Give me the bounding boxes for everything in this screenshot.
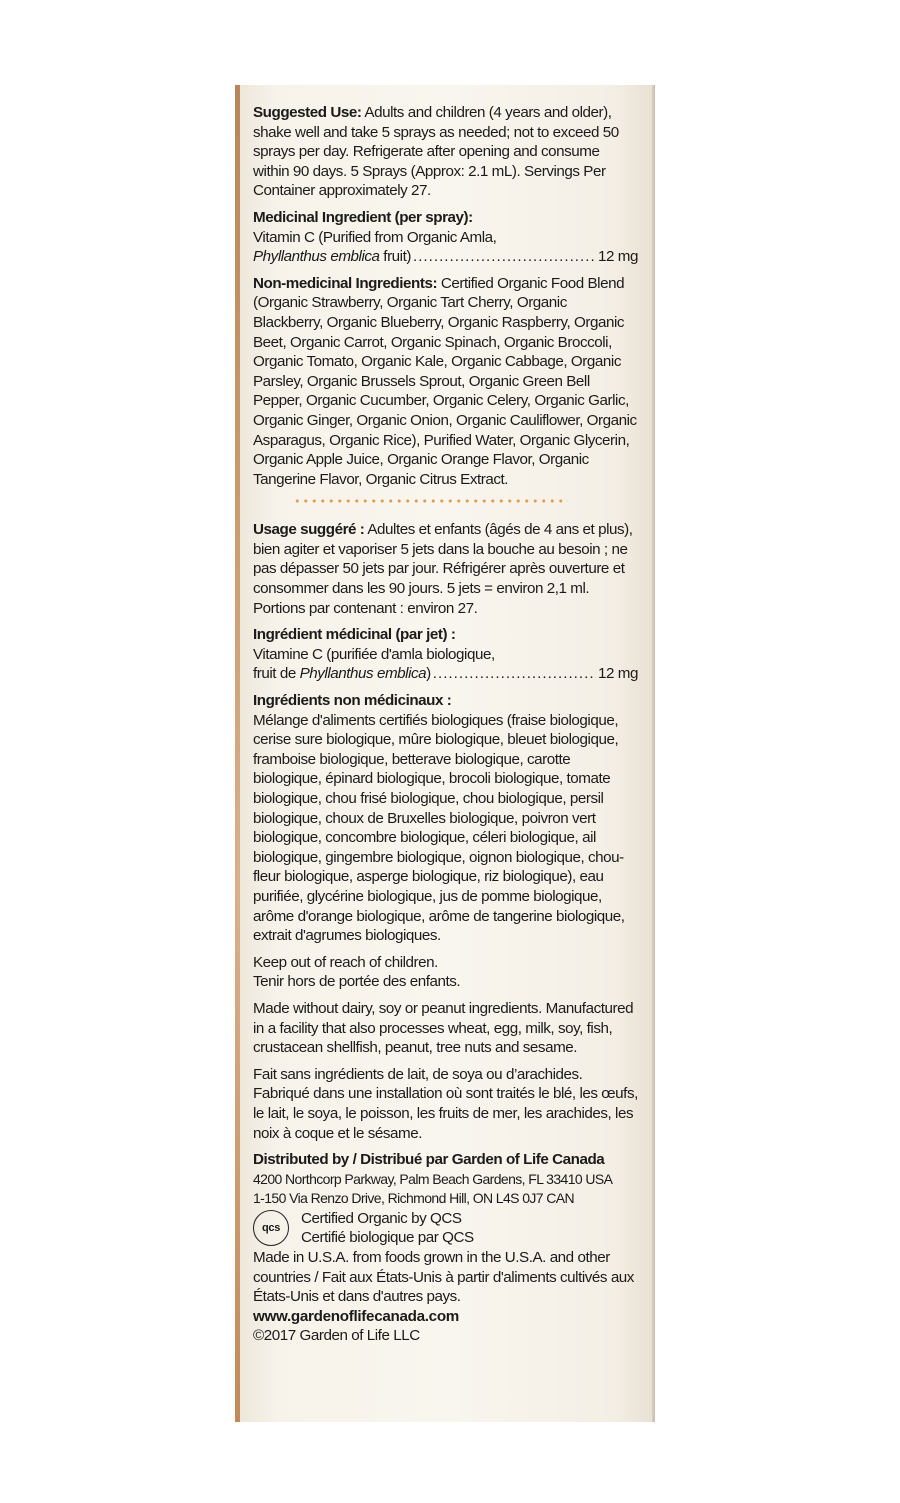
distributor-label: Distributed by / Distribué par Garden of Life Canada xyxy=(253,1151,605,1169)
usage-text-fr: Adultes et enfants (âgés de 4 ans et plus), bien agiter et vaporiser 5 jets dans la bouche au besoin ; ne pas dépasser 50 jets par jour. Réfrigérer après ouverture et consommer dans les 90 jours. 5 jets = environ 2,1 ml. Portions par contenant : environ 27. xyxy=(253,521,633,617)
nonmedicinal-ingredients-en xyxy=(253,274,638,490)
panel-right-edge xyxy=(652,85,655,1422)
warning-block xyxy=(253,953,638,992)
certification-fr: Certifié biologique par QCS xyxy=(301,1229,474,1247)
medicinal-ingredient-label: Medicinal Ingredient (per spray): xyxy=(253,208,473,226)
nonmedicinal-text-fr: Mélange d'aliments certifiés biologiques (fraise biologique, cerise sure biologique, mûre biologique, bleuet biologique, framboise biologique, betterave biologique, carotte biologique, épinard biologique, brocoli biologique, tomate biologique, chou frisé biologique, chou biologique, persil biologique, choux de Bruxelles biologique, poivron vert biologique, concombre biologique, céleri biologique, ail biologique, gingembre biologique, oignon biologique, chou-fleur biologique, asperge biologique, riz biologique), eau purifiée, glycérine biologique, jus de pomme biologique, arôme d'orange biologique, arôme de tangerine biologique, extrait d'agrumes biologiques. xyxy=(253,711,625,945)
allergen-fr: Fait sans ingrédients de lait, de soya ou d’arachides. Fabriqué dans une installation où sont traités le blé, les œufs, le lait, le soya, le poisson, les fruits de mer, les arachides, les noix à coque et le sésame. xyxy=(253,1065,638,1142)
medicinal-label-fr: Ingrédient médicinal (par jet) : xyxy=(253,626,456,644)
medicinal-ingredient-en xyxy=(253,208,638,267)
allergen-en: Made without dairy, soy or peanut ingredients. Manufactured in a facility that also processes wheat, egg, milk, soy, fish, crustacean shellfish, peanut, tree nuts and sesame. xyxy=(253,999,634,1057)
medicinal-ingredient-row xyxy=(253,247,638,267)
distributor-block xyxy=(253,1150,638,1209)
warning-en: Keep out of reach of children. xyxy=(253,953,438,971)
website-link[interactable]: www.gardenoflifecanada.com xyxy=(253,1307,459,1325)
label-panel xyxy=(235,85,655,1422)
medicinal-amount-fr: 12 mg xyxy=(598,665,638,683)
medicinal-ingredient-line: Vitamin C (Purified from Organic Amla, xyxy=(253,228,497,246)
qcs-logo-icon: qcs xyxy=(253,1210,289,1246)
label-content xyxy=(253,103,638,1346)
usage-label-fr: Usage suggéré : xyxy=(253,521,365,539)
nonmedicinal-label-fr: Ingrédients non médicinaux : xyxy=(253,692,452,710)
nonmedicinal-text: Certified Organic Food Blend (Organic Strawberry, Organic Tart Cherry, Organic Blackberry, Organic Blueberry, Organic Raspberry, Organic Beet, Organic Carrot, Organic Spinach, Organic Broccoli, Organic Tomato, Organic Kale, Organic Cabbage, Organic Parsley, Organic Brussels Sprout, Organic Green Bell Pepper, Organic Cucumber, Organic Celery, Organic Garlic, Organic Ginger, Organic Onion, Organic Cauliflower, Organic Asparagus, Organic Rice), Purified Water, Organic Glycerin, Organic Apple Juice, Organic Orange Flavor, Organic Tangerine Flavor, Organic Citrus Extract. xyxy=(253,274,637,488)
nonmedicinal-ingredients-fr xyxy=(253,691,638,946)
medicinal-latin-name: Phyllanthus emblica xyxy=(253,248,380,266)
certification-row xyxy=(253,1209,638,1248)
medicinal-amount: 12 mg xyxy=(598,248,638,266)
medicinal-prefix-fr: fruit de xyxy=(253,665,300,683)
suggested-use-en xyxy=(253,103,638,201)
medicinal-line-fr: Vitamine C (purifiée d'amla biologique, xyxy=(253,645,495,663)
copyright: ©2017 Garden of Life LLC xyxy=(253,1327,420,1345)
certification-en: Certified Organic by QCS xyxy=(301,1209,462,1227)
suggested-use-fr xyxy=(253,520,638,618)
distributor-address-us: 4200 Northcorp Parkway, Palm Beach Gardens, FL 33410 USA xyxy=(253,1170,613,1187)
nonmedicinal-label: Non-medicinal Ingredients: xyxy=(253,274,438,292)
leader-dots xyxy=(413,247,596,267)
made-in: Made in U.S.A. from foods grown in the U.S.A. and other countries / Fait aux États-Unis à partir d'aliments cultivés aux États-Unis et dans d'autres pays. xyxy=(253,1249,634,1306)
distributor-address-ca: 1-150 Via Renzo Drive, Richmond Hill, ON L4S 0J7 CAN xyxy=(253,1190,575,1207)
medicinal-tail-fr: ) xyxy=(426,665,431,683)
panel-left-edge xyxy=(235,85,240,1422)
dotted-divider xyxy=(293,496,568,506)
medicinal-latin-fr: Phyllanthus emblica xyxy=(299,665,427,683)
medicinal-tail: fruit) xyxy=(379,248,411,266)
suggested-use-text: Adults and children (4 years and older), shake well and take 5 sprays as needed; not to exceed 50 sprays per day. Refrigerate after opening and consume within 90 days. 5 Sprays (Approx: 2.1 mL). Servings Per Container approximately 27. xyxy=(253,104,619,200)
medicinal-row-fr xyxy=(253,664,638,684)
leader-dots-fr xyxy=(433,664,596,684)
warning-fr: Tenir hors de portée des enfants. xyxy=(253,973,461,991)
medicinal-ingredient-fr xyxy=(253,625,638,684)
suggested-use-label: Suggested Use: xyxy=(253,104,362,121)
